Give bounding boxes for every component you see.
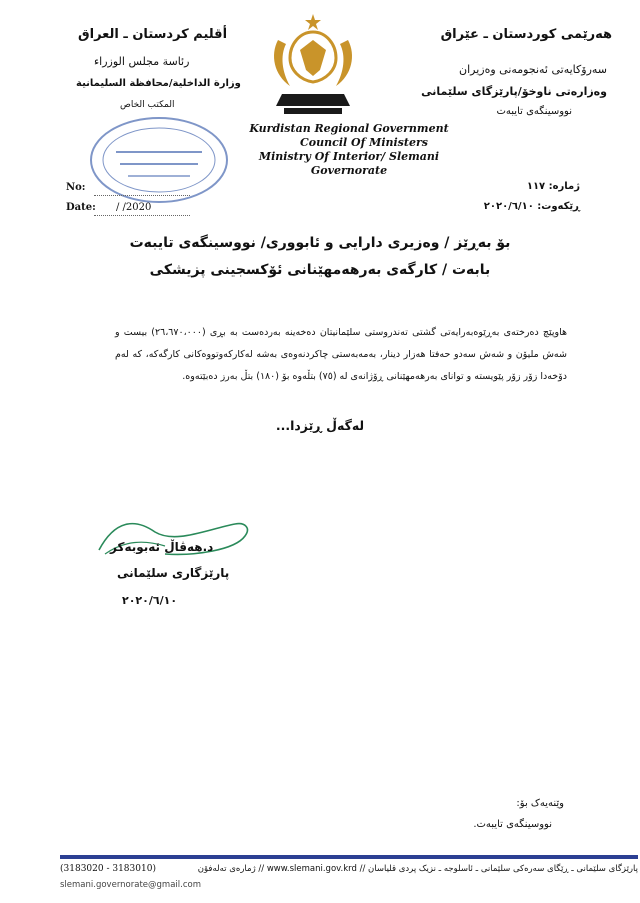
number-ku: ژمارە: ١١٧ — [526, 181, 580, 192]
subject-line: بابەت / کارگەی بەرهەمهێنانی ئۆکسجینی پزیشکی — [149, 262, 491, 278]
header-ar-council: رئاسة مجلس الوزراء — [94, 55, 190, 68]
header-en-line1: Kurdistan Regional Government — [249, 122, 449, 135]
date-ku: ڕێکەوت: ٢٠٢٠/٦/١٠ — [483, 201, 580, 212]
header-en-line2: Council Of Ministers — [300, 136, 428, 149]
header-ar-ministry: وزارة الداخلية/محافظة السليمانية — [76, 78, 241, 89]
letter-body: هاوپێچ دەرختەی بەڕێوەبەرایەتی گشتی تەندروستی سلێمانیتان دەخەینە بەردەست بە بڕی (٢٦،٦٧٠،٠٠٠) بیست و شەش ملیۆن و شەش سەدو حەفتا هەزار دینار، بەمەبەستی چاکردنەوەی بەشە لەکارکەوتووەکانی کارگەکە، کە لەم دۆخەدا زۆر زۆر پێویستە و توانای بەرهەمهێنانی ڕۆژانەی لە (٧٥) بتڵەوە بۆ (١٨٠) بتڵ بەرز دەبێتەوە. — [115, 327, 567, 382]
header-ku-region: هەرێمی کوردستان ـ عێراق — [440, 27, 612, 42]
header-ku-council: سەرۆکایەتی ئەنجومەنی وەزیران — [459, 63, 607, 76]
header-ku-ministry: وەزارەتی ناوخۆ/پارێزگای سلێمانی — [421, 85, 607, 98]
closing: لەگەڵ ڕێزدا... — [275, 418, 365, 433]
header-ar-office: المكتب الخاص — [120, 100, 175, 110]
cc-label: وێنەیەک بۆ: — [516, 798, 564, 809]
footer-email: slemani.governorate@gmail.com — [60, 880, 201, 890]
addressee: بۆ بەڕێز / وەزیری دارایی و ئابووری/ نووسینگەی تایبەت — [129, 235, 511, 251]
footer-address: پارێزگای سلێمانی ـ ڕێگای سەرەکی سلێمانی ـ ئاسلوجە ـ نزیک پردی قلیاسان // www.slemani.gov.krd // ژمارەی تەلەفۆن — [197, 864, 638, 874]
header-en-line3: Ministry Of Interior/ Slemani Governorate — [258, 150, 440, 177]
signer-name: د.هەڤاڵ ئەبوبەکر — [110, 540, 214, 554]
krg-emblem-icon — [260, 10, 366, 122]
date-label: Date: — [66, 202, 96, 213]
office-stamp-icon — [86, 112, 232, 208]
header-ar-region: أقليم كردستان ـ العراق — [78, 27, 228, 42]
date-value: / /2020 — [116, 202, 152, 213]
cc-item: نووسینگەی تایبەت. — [473, 819, 552, 830]
number-label: No: — [66, 182, 86, 193]
date-line — [94, 215, 190, 216]
footer-bar — [60, 855, 638, 859]
signer-title: پارێزگاری سلێمانی — [117, 566, 230, 580]
header-english — [238, 122, 460, 178]
footer-phones: (3183020 - 3183010) — [60, 864, 156, 874]
number-line — [94, 195, 190, 196]
header-ku-office: نووسینگەی تایبەت — [496, 106, 572, 117]
signature-date: ٢٠٢٠/٦/١٠ — [122, 594, 178, 607]
